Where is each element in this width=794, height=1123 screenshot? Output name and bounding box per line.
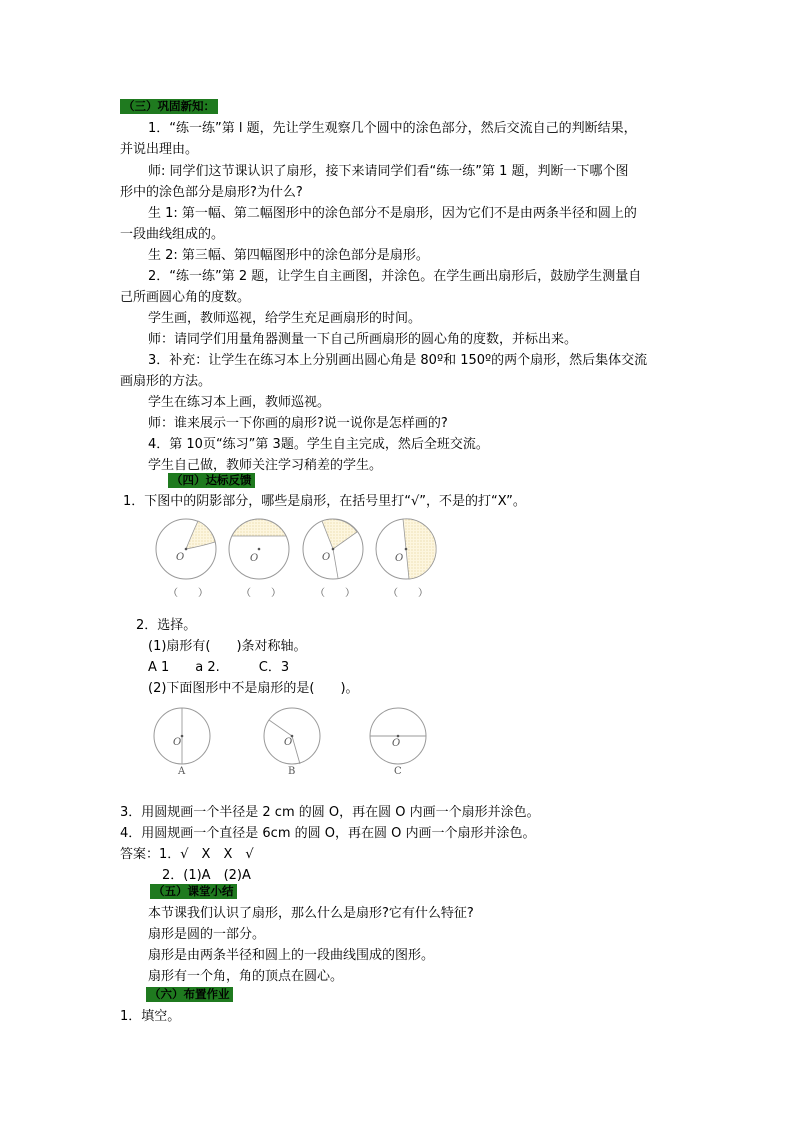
question-2-1-options: A 1 a 2. C．3: [148, 660, 290, 675]
text-line: 一段曲线组成的。: [120, 227, 225, 242]
text-line: 生 2: 第三幅、第四幅图形中的涂色部分是扇形。: [148, 248, 429, 263]
center-label: O: [284, 737, 293, 748]
text-line: 学生画，教师巡视，给学生充足画扇形的时间。: [148, 311, 422, 326]
text-line: 1．“练一练”第 l 题，先让学生观察几个圆中的涂色部分，然后交流自己的判断结果，: [148, 121, 637, 136]
choice-label-b: B: [288, 766, 296, 777]
choice-figure-c: [370, 708, 426, 764]
answer-line-1: 答案：1．√ X X √: [120, 847, 254, 862]
center-label: O: [395, 553, 404, 564]
summary-line: 扇形有一个角，角的顶点在圆心。: [148, 969, 344, 984]
section-header-3: （三）巩固新知：: [120, 99, 218, 114]
summary-line: 扇形是圆的一部分。: [148, 927, 266, 942]
answer-paren: （ ）: [241, 588, 281, 599]
choice-label-c: C: [394, 766, 402, 777]
center-label: O: [322, 552, 331, 563]
text-line: 并说出理由。: [120, 142, 199, 157]
section-header-4: （四）达标反馈: [168, 473, 255, 488]
question-1: 1．下图中的阴影部分，哪些是扇形，在括号里打“√”，不是的打“X”。: [123, 494, 526, 509]
question-2-1: (1)扇形有( )条对称轴。: [148, 639, 307, 654]
text-line: 学生自己做，教师关注学习稍差的学生。: [148, 458, 383, 473]
text-line: 师：请同学们用量角器测量一下自己所画扇形的圆心角的度数，并标出来。: [148, 332, 578, 347]
text-line: 画扇形的方法。: [120, 374, 212, 389]
text-line: 形中的涂色部分是扇形?为什么?: [120, 185, 303, 200]
homework-line: 1．填空。: [120, 1009, 181, 1024]
text-line: 学生在练习本上画，教师巡视。: [148, 395, 331, 410]
center-label: O: [250, 553, 259, 564]
choice-figure-b: [264, 708, 320, 764]
center-label: O: [392, 738, 401, 749]
answer-paren: （ ）: [388, 588, 428, 599]
answer-paren: （ ）: [315, 588, 355, 599]
question-2-2: (2)下面图形中不是扇形的是( )。: [148, 681, 359, 696]
text-line: 4．第 10页“练习”第 3题。学生自主完成，然后全班交流。: [148, 437, 489, 452]
text-line: 师：谁来展示一下你画的扇形?说一说你是怎样画的?: [148, 416, 448, 431]
choice-figure-a: [154, 708, 210, 764]
text-line: 生 1: 第一幅、第二幅图形中的涂色部分不是扇形，因为它们不是由两条半径和圆上的: [148, 206, 637, 221]
question-3: 3．用圆规画一个半径是 2 cm 的圆 O，再在圆 O 内画一个扇形并涂色。: [120, 805, 540, 820]
summary-line: 扇形是由两条半径和圆上的一段曲线围成的图形。: [148, 948, 435, 963]
section-header-6: （六）布置作业: [146, 987, 233, 1002]
center-label: O: [176, 552, 185, 563]
answer-line-2: 2．(1)A (2)A: [162, 868, 251, 883]
text-line: 2．“练一练”第 2 题，让学生自主画图，并涂色。在学生画出扇形后，鼓励学生测量自: [148, 269, 642, 284]
summary-line: 本节课我们认识了扇形，那么什么是扇形?它有什么特征?: [148, 906, 474, 921]
section-header-5: （五）课堂小结: [150, 884, 237, 899]
choice-label-a: A: [178, 766, 186, 777]
center-label: O: [173, 737, 182, 748]
text-line: 己所画圆心角的度数。: [120, 290, 251, 305]
text-line: 3．补充：让学生在练习本上分别画出圆心角是 80º和 150º的两个扇形，然后集体交流: [148, 353, 648, 368]
question-4: 4．用圆规画一个直径是 6cm 的圆 O，再在圆 O 内画一个扇形并涂色。: [120, 826, 536, 841]
question-2: 2．选择。: [136, 618, 197, 633]
text-line: 师: 同学们这节课认识了扇形，接下来请同学们看“练一练”第 1 题，判断一下哪个图: [148, 164, 629, 179]
answer-paren: （ ）: [168, 588, 208, 599]
